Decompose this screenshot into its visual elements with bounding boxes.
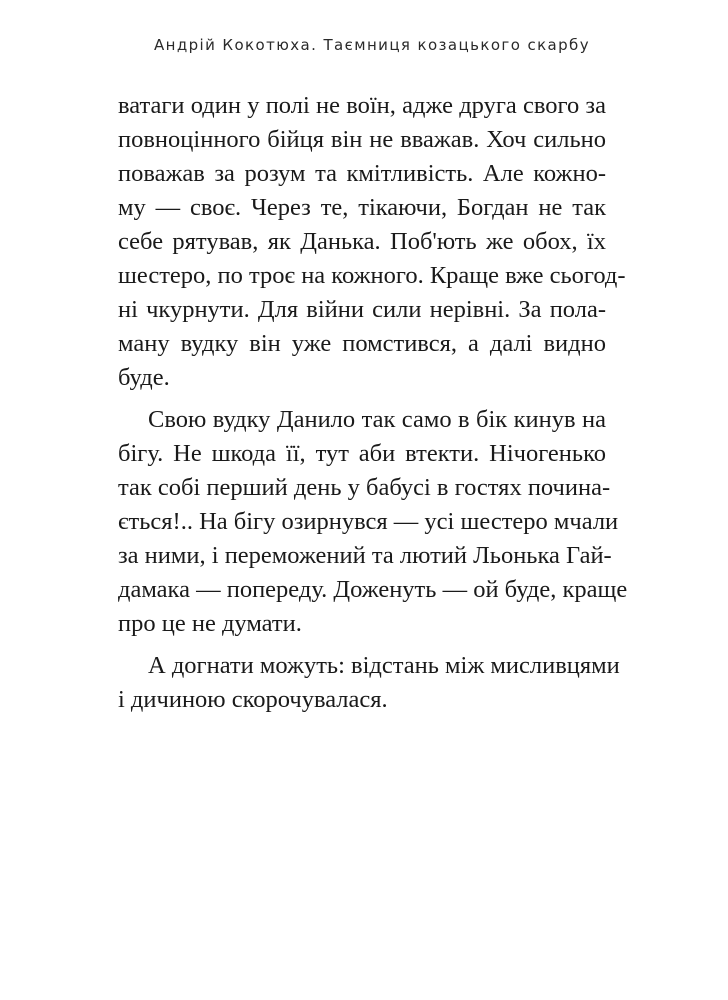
paragraph bbox=[118, 649, 620, 717]
paragraph bbox=[118, 89, 626, 395]
paragraph bbox=[118, 403, 628, 641]
text-line: бігу. Не шкода її, тут аби втекти. Нічогенько bbox=[118, 440, 606, 467]
text-line: за ними, і переможений та лютий Льонька Гай- bbox=[118, 542, 612, 569]
text-line: повноцінного бійця він не вважав. Хоч сильно bbox=[118, 126, 606, 153]
text-line: ману вудку він уже помстився, а далі видно bbox=[118, 330, 606, 357]
text-line: ватаги один у полі не воїн, адже друга свого за bbox=[118, 92, 606, 119]
text-line: і дичиною скорочувалася. bbox=[118, 686, 388, 713]
text-line: А догнати можуть: відстань між мисливцями bbox=[148, 652, 620, 679]
text-line: себе рятував, як Данька. Поб'ють же обох, їх bbox=[118, 228, 606, 255]
text-line: шестеро, по троє на кожного. Краще вже сьогод- bbox=[118, 262, 626, 289]
text-line: буде. bbox=[118, 364, 170, 391]
text-line: ється!.. На бігу озирнувся — усі шестеро мчали bbox=[118, 508, 619, 535]
text-line: му — своє. Через те, тікаючи, Богдан не так bbox=[118, 194, 606, 221]
text-line: ні чкурнути. Для війни сили нерівні. За пола- bbox=[118, 296, 606, 323]
text-line: Свою вудку Данило так само в бік кинув на bbox=[148, 406, 606, 433]
body-text bbox=[118, 89, 628, 725]
text-line: так собі перший день у бабусі в гостях почина- bbox=[118, 474, 611, 501]
text-line: дамака — попереду. Доженуть — ой буде, краще bbox=[118, 576, 628, 603]
text-line: про це не думати. bbox=[118, 610, 302, 637]
text-line: поважав за розум та кмітливість. Але кожно- bbox=[118, 160, 606, 187]
running-head: Андрій Кокотюха. Таємниця козацького скарбу bbox=[153, 36, 590, 54]
